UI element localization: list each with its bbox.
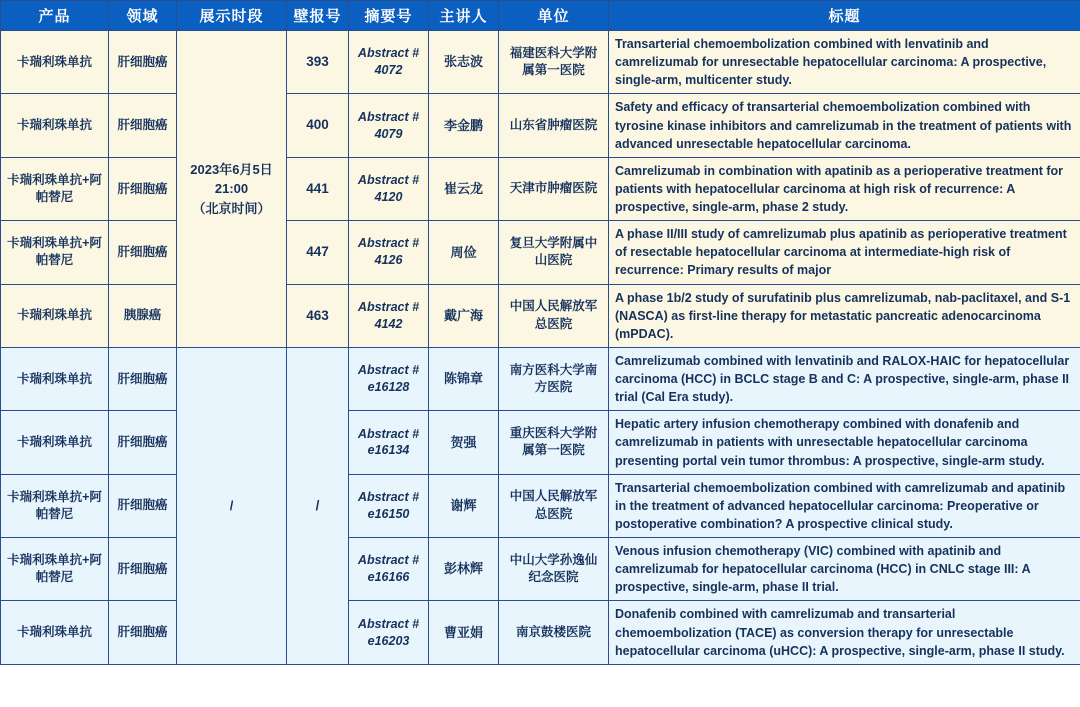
cell-product: 卡瑞利珠单抗 bbox=[1, 31, 109, 94]
abstract-label: Abstract # bbox=[357, 173, 420, 188]
cell-session bbox=[177, 31, 287, 348]
table-row bbox=[1, 284, 1080, 347]
cell-speaker: 崔云龙 bbox=[429, 157, 499, 220]
cell-organization: 天津市肿瘤医院 bbox=[499, 157, 609, 220]
cell-product: 卡瑞利珠单抗 bbox=[1, 411, 109, 474]
abstract-label: Abstract # bbox=[357, 616, 420, 631]
table-row bbox=[1, 94, 1080, 157]
abstract-label: Abstract # bbox=[357, 236, 420, 251]
table-row bbox=[1, 411, 1080, 474]
cell-field: 肝细胞癌 bbox=[109, 31, 177, 94]
cell-field: 肝细胞癌 bbox=[109, 411, 177, 474]
cell-organization: 复旦大学附属中山医院 bbox=[499, 221, 609, 284]
cell-field: 肝细胞癌 bbox=[109, 347, 177, 410]
cell-speaker: 彭林辉 bbox=[429, 538, 499, 601]
cell-organization: 中山大学孙逸仙纪念医院 bbox=[499, 538, 609, 601]
cell-session: / bbox=[177, 347, 287, 664]
cell-organization: 南方医科大学南方医院 bbox=[499, 347, 609, 410]
table-row bbox=[1, 538, 1080, 601]
cell-speaker: 戴广海 bbox=[429, 284, 499, 347]
column-header-speaker: 主讲人 bbox=[429, 1, 499, 31]
table-row bbox=[1, 221, 1080, 284]
cell-poster-number: 400 bbox=[287, 94, 349, 157]
cell-speaker: 张志波 bbox=[429, 31, 499, 94]
cell-speaker: 曹亚娟 bbox=[429, 601, 499, 664]
table-row bbox=[1, 31, 1080, 94]
session-line-2: 21:00 bbox=[214, 181, 249, 197]
cell-product: 卡瑞利珠单抗+阿帕替尼 bbox=[1, 157, 109, 220]
cell-title: A phase 1b/2 study of surufatinib plus camrelizumab, nab-paclitaxel, and S-1 (NASCA) as first-line therapy for metastatic pancreatic adenocarcinoma (mPDAC). bbox=[609, 284, 1080, 347]
column-header-product: 产品 bbox=[1, 1, 109, 31]
cell-product: 卡瑞利珠单抗+阿帕替尼 bbox=[1, 474, 109, 537]
column-header-session: 展示时段 bbox=[177, 1, 287, 31]
column-header-title: 标题 bbox=[609, 1, 1080, 31]
cell-poster-number: 393 bbox=[287, 31, 349, 94]
cell-title: Hepatic artery infusion chemotherapy combined with donafenib and camrelizumab in patients with unresectable hepatocellular carcinoma presenting portal vein tumor thrombus: A prospective, single-arm study. bbox=[609, 411, 1080, 474]
cell-product: 卡瑞利珠单抗 bbox=[1, 94, 109, 157]
cell-field: 肝细胞癌 bbox=[109, 221, 177, 284]
abstract-value: e16166 bbox=[367, 570, 410, 585]
session-line-1: 2023年6月5日 bbox=[190, 161, 273, 177]
session-line-3: （北京时间） bbox=[192, 200, 271, 216]
cell-product: 卡瑞利珠单抗 bbox=[1, 601, 109, 664]
cell-product: 卡瑞利珠单抗+阿帕替尼 bbox=[1, 221, 109, 284]
cell-organization: 南京鼓楼医院 bbox=[499, 601, 609, 664]
abstract-value: e16150 bbox=[367, 506, 410, 521]
cell-abstract-number bbox=[349, 474, 429, 537]
cell-poster-number: 441 bbox=[287, 157, 349, 220]
abstract-label: Abstract # bbox=[357, 299, 420, 314]
cell-field: 胰腺癌 bbox=[109, 284, 177, 347]
table-header-row bbox=[1, 1, 1080, 31]
cell-abstract-number bbox=[349, 411, 429, 474]
cell-speaker: 贺强 bbox=[429, 411, 499, 474]
cell-title: Venous infusion chemotherapy (VIC) combined with apatinib and camrelizumab for hepatocellular carcinoma (HCC) in CNLC stage III: A prospective, single-arm, phase II trial. bbox=[609, 538, 1080, 601]
abstract-label: Abstract # bbox=[357, 553, 420, 568]
cell-organization: 山东省肿瘤医院 bbox=[499, 94, 609, 157]
abstract-label: Abstract # bbox=[357, 363, 420, 378]
cell-field: 肝细胞癌 bbox=[109, 474, 177, 537]
column-header-abstract-number: 摘要号 bbox=[349, 1, 429, 31]
cell-title: Transarterial chemoembolization combined with camrelizumab and apatinib in the treatment of advanced hepatocellular carcinoma: Preoperative or postoperative combination? A prospective clinical study. bbox=[609, 474, 1080, 537]
cell-abstract-number bbox=[349, 94, 429, 157]
cell-field: 肝细胞癌 bbox=[109, 601, 177, 664]
abstract-label: Abstract # bbox=[357, 489, 420, 504]
abstract-value: 4079 bbox=[374, 126, 403, 141]
cell-speaker: 陈锦章 bbox=[429, 347, 499, 410]
cell-product: 卡瑞利珠单抗 bbox=[1, 347, 109, 410]
cell-organization: 福建医科大学附属第一医院 bbox=[499, 31, 609, 94]
cell-abstract-number bbox=[349, 221, 429, 284]
abstract-value: e16128 bbox=[367, 380, 410, 395]
abstract-value: 4120 bbox=[374, 189, 403, 204]
cell-title: Camrelizumab combined with lenvatinib and RALOX-HAIC for hepatocellular carcinoma (HCC) in BCLC stage B and C: A prospective, single-arm, phase II trial (Cal Era study). bbox=[609, 347, 1080, 410]
abstract-label: Abstract # bbox=[357, 46, 420, 61]
cell-poster-number: / bbox=[287, 347, 349, 664]
cell-product: 卡瑞利珠单抗 bbox=[1, 284, 109, 347]
abstract-value: e16134 bbox=[367, 443, 410, 458]
cell-poster-number: 463 bbox=[287, 284, 349, 347]
cell-field: 肝细胞癌 bbox=[109, 157, 177, 220]
table-row bbox=[1, 601, 1080, 664]
cell-poster-number: 447 bbox=[287, 221, 349, 284]
cell-abstract-number bbox=[349, 284, 429, 347]
column-header-organization: 单位 bbox=[499, 1, 609, 31]
column-header-field: 领域 bbox=[109, 1, 177, 31]
cell-title: A phase II/III study of camrelizumab plus apatinib as perioperative treatment of resectable hepatocellular carcinoma at intermediate-high risk of recurrence: Primary results of major bbox=[609, 221, 1080, 284]
cell-title: Transarterial chemoembolization combined with lenvatinib and camrelizumab for unresectable hepatocellular carcinoma: A prospective, single-arm, multicenter study. bbox=[609, 31, 1080, 94]
abstract-label: Abstract # bbox=[357, 109, 420, 124]
cell-field: 肝细胞癌 bbox=[109, 538, 177, 601]
cell-title: Camrelizumab in combination with apatinib as a perioperative treatment for patients with hepatocellular carcinoma at high risk of recurrence: A prospective, single-arm, phase 2 study. bbox=[609, 157, 1080, 220]
cell-speaker: 周俭 bbox=[429, 221, 499, 284]
abstract-value: 4126 bbox=[374, 253, 403, 268]
cell-abstract-number bbox=[349, 601, 429, 664]
cell-product: 卡瑞利珠单抗+阿帕替尼 bbox=[1, 538, 109, 601]
abstract-value: 4142 bbox=[374, 316, 403, 331]
column-header-poster-number: 壁报号 bbox=[287, 1, 349, 31]
cell-abstract-number bbox=[349, 157, 429, 220]
table-row bbox=[1, 157, 1080, 220]
table-row bbox=[1, 474, 1080, 537]
cell-organization: 重庆医科大学附属第一医院 bbox=[499, 411, 609, 474]
cell-abstract-number bbox=[349, 347, 429, 410]
cell-organization: 中国人民解放军总医院 bbox=[499, 474, 609, 537]
cell-field: 肝细胞癌 bbox=[109, 94, 177, 157]
cell-title: Donafenib combined with camrelizumab and transarterial chemoembolization (TACE) as conversion therapy for unresectable hepatocellular carcinoma (uHCC): A prospective, single-arm, phase II study. bbox=[609, 601, 1080, 664]
cell-organization: 中国人民解放军总医院 bbox=[499, 284, 609, 347]
cell-speaker: 谢辉 bbox=[429, 474, 499, 537]
abstract-value: 4072 bbox=[374, 63, 403, 78]
cell-title: Safety and efficacy of transarterial chemoembolization combined with tyrosine kinase inhibitors and camrelizumab in the treatment of patients with advanced unresectable hepatocellular carcinoma. bbox=[609, 94, 1080, 157]
abstract-label: Abstract # bbox=[357, 426, 420, 441]
cell-speaker: 李金鹏 bbox=[429, 94, 499, 157]
table-row bbox=[1, 347, 1080, 410]
cell-abstract-number bbox=[349, 538, 429, 601]
cell-abstract-number bbox=[349, 31, 429, 94]
abstract-value: e16203 bbox=[367, 633, 410, 648]
